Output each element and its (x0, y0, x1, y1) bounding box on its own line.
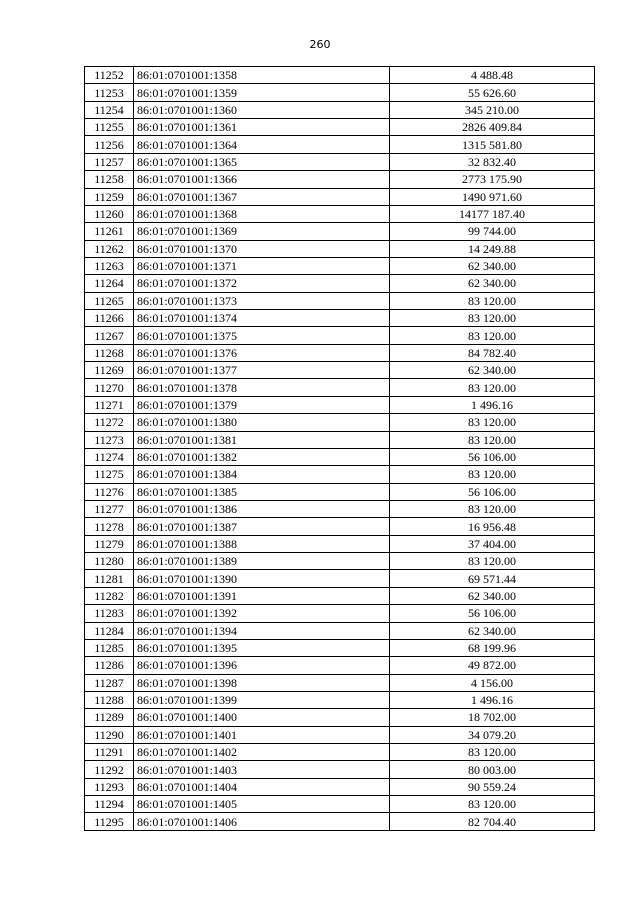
cadastral-number-cell: 86:01:0701001:1390 (134, 570, 390, 587)
table-row (85, 587, 595, 604)
row-number-cell: 11258 (85, 171, 134, 188)
table-row (85, 553, 595, 570)
row-number-cell: 11293 (85, 778, 134, 795)
table-row (85, 483, 595, 500)
table-row (85, 639, 595, 656)
table-row (85, 500, 595, 517)
cadastral-value-cell: 83 120.00 (390, 310, 595, 327)
cadastral-value-cell: 32 832.40 (390, 153, 595, 170)
table-row (85, 431, 595, 448)
cadastral-value-cell: 55 626.60 (390, 84, 595, 101)
row-number-cell: 11252 (85, 67, 134, 84)
table-row (85, 466, 595, 483)
row-number-cell: 11255 (85, 119, 134, 136)
cadastral-number-cell: 86:01:0701001:1400 (134, 709, 390, 726)
table-row (85, 518, 595, 535)
row-number-cell: 11261 (85, 223, 134, 240)
cadastral-value-cell: 62 340.00 (390, 257, 595, 274)
cadastral-value-cell: 4 488.48 (390, 67, 595, 84)
row-number-cell: 11265 (85, 292, 134, 309)
row-number-cell: 11254 (85, 101, 134, 118)
row-number-cell: 11283 (85, 605, 134, 622)
row-number-cell: 11266 (85, 310, 134, 327)
cadastral-number-cell: 86:01:0701001:1379 (134, 396, 390, 413)
cadastral-value-cell: 82 704.40 (390, 813, 595, 830)
cadastral-value-cell: 1 496.16 (390, 396, 595, 413)
cadastral-value-cell: 84 782.40 (390, 344, 595, 361)
table-row (85, 379, 595, 396)
row-number-cell: 11259 (85, 188, 134, 205)
row-number-cell: 11286 (85, 657, 134, 674)
cadastral-value-cell: 99 744.00 (390, 223, 595, 240)
cadastral-number-cell: 86:01:0701001:1401 (134, 726, 390, 743)
cadastral-number-cell: 86:01:0701001:1373 (134, 292, 390, 309)
row-number-cell: 11288 (85, 691, 134, 708)
table-row (85, 744, 595, 761)
row-number-cell: 11276 (85, 483, 134, 500)
table-row (85, 223, 595, 240)
cadastral-number-cell: 86:01:0701001:1392 (134, 605, 390, 622)
row-number-cell: 11287 (85, 674, 134, 691)
table-row (85, 153, 595, 170)
cadastral-value-cell: 83 120.00 (390, 796, 595, 813)
row-number-cell: 11263 (85, 257, 134, 274)
cadastral-value-cell: 83 120.00 (390, 414, 595, 431)
table-row (85, 292, 595, 309)
table-row (85, 709, 595, 726)
cadastral-value-cell: 2826 409.84 (390, 119, 595, 136)
row-number-cell: 11277 (85, 500, 134, 517)
row-number-cell: 11281 (85, 570, 134, 587)
table-row (85, 448, 595, 465)
cadastral-number-cell: 86:01:0701001:1359 (134, 84, 390, 101)
cadastral-value-cell: 68 199.96 (390, 639, 595, 656)
table-row (85, 171, 595, 188)
cadastral-number-cell: 86:01:0701001:1386 (134, 500, 390, 517)
row-number-cell: 11269 (85, 362, 134, 379)
cadastral-number-cell: 86:01:0701001:1367 (134, 188, 390, 205)
cadastral-number-cell: 86:01:0701001:1374 (134, 310, 390, 327)
table-row (85, 240, 595, 257)
row-number-cell: 11289 (85, 709, 134, 726)
cadastral-value-cell: 83 120.00 (390, 744, 595, 761)
table-row (85, 674, 595, 691)
cadastral-value-cell: 62 340.00 (390, 275, 595, 292)
row-number-cell: 11292 (85, 761, 134, 778)
cadastral-value-cell: 16 956.48 (390, 518, 595, 535)
cadastral-value-cell: 49 872.00 (390, 657, 595, 674)
cadastral-value-cell: 56 106.00 (390, 605, 595, 622)
table-row (85, 362, 595, 379)
cadastral-value-cell: 1 496.16 (390, 691, 595, 708)
cadastral-value-cell: 83 120.00 (390, 553, 595, 570)
cadastral-value-cell: 37 404.00 (390, 535, 595, 552)
cadastral-number-cell: 86:01:0701001:1378 (134, 379, 390, 396)
table-row (85, 188, 595, 205)
cadastral-number-cell: 86:01:0701001:1375 (134, 327, 390, 344)
cadastral-number-cell: 86:01:0701001:1368 (134, 205, 390, 222)
table-row (85, 84, 595, 101)
cadastral-value-cell: 34 079.20 (390, 726, 595, 743)
cadastral-number-cell: 86:01:0701001:1385 (134, 483, 390, 500)
table-row (85, 257, 595, 274)
cadastral-number-cell: 86:01:0701001:1403 (134, 761, 390, 778)
row-number-cell: 11256 (85, 136, 134, 153)
cadastral-number-cell: 86:01:0701001:1406 (134, 813, 390, 830)
cadastral-value-cell: 83 120.00 (390, 379, 595, 396)
cadastral-value-cell: 62 340.00 (390, 587, 595, 604)
row-number-cell: 11268 (85, 344, 134, 361)
table-row (85, 101, 595, 118)
row-number-cell: 11275 (85, 466, 134, 483)
table-row (85, 396, 595, 413)
cadastral-number-cell: 86:01:0701001:1365 (134, 153, 390, 170)
row-number-cell: 11270 (85, 379, 134, 396)
table-row (85, 657, 595, 674)
cadastral-value-cell: 1490 971.60 (390, 188, 595, 205)
cadastral-number-cell: 86:01:0701001:1388 (134, 535, 390, 552)
cadastral-number-cell: 86:01:0701001:1360 (134, 101, 390, 118)
row-number-cell: 11253 (85, 84, 134, 101)
row-number-cell: 11262 (85, 240, 134, 257)
cadastral-number-cell: 86:01:0701001:1370 (134, 240, 390, 257)
table-row (85, 761, 595, 778)
table-row (85, 344, 595, 361)
cadastral-value-table (84, 66, 595, 831)
cadastral-number-cell: 86:01:0701001:1384 (134, 466, 390, 483)
table-row (85, 605, 595, 622)
cadastral-number-cell: 86:01:0701001:1364 (134, 136, 390, 153)
page-number: 260 (309, 38, 331, 51)
cadastral-value-cell: 345 210.00 (390, 101, 595, 118)
cadastral-value-cell: 90 559.24 (390, 778, 595, 795)
cadastral-value-cell: 69 571.44 (390, 570, 595, 587)
table-row (85, 570, 595, 587)
row-number-cell: 11279 (85, 535, 134, 552)
cadastral-value-cell: 80 003.00 (390, 761, 595, 778)
row-number-cell: 11284 (85, 622, 134, 639)
row-number-cell: 11272 (85, 414, 134, 431)
cadastral-value-cell: 56 106.00 (390, 483, 595, 500)
row-number-cell: 11274 (85, 448, 134, 465)
table-row (85, 691, 595, 708)
cadastral-number-cell: 86:01:0701001:1389 (134, 553, 390, 570)
cadastral-number-cell: 86:01:0701001:1376 (134, 344, 390, 361)
table-row (85, 67, 595, 84)
cadastral-value-cell: 56 106.00 (390, 448, 595, 465)
row-number-cell: 11273 (85, 431, 134, 448)
cadastral-value-cell: 1315 581.80 (390, 136, 595, 153)
cadastral-number-cell: 86:01:0701001:1361 (134, 119, 390, 136)
row-number-cell: 11290 (85, 726, 134, 743)
table-row (85, 119, 595, 136)
table-row (85, 205, 595, 222)
table-row (85, 778, 595, 795)
cadastral-number-cell: 86:01:0701001:1387 (134, 518, 390, 535)
cadastral-number-cell: 86:01:0701001:1404 (134, 778, 390, 795)
row-number-cell: 11295 (85, 813, 134, 830)
table-row (85, 813, 595, 830)
row-number-cell: 11271 (85, 396, 134, 413)
table-row (85, 535, 595, 552)
cadastral-value-cell: 62 340.00 (390, 362, 595, 379)
row-number-cell: 11278 (85, 518, 134, 535)
cadastral-number-cell: 86:01:0701001:1405 (134, 796, 390, 813)
table-row (85, 796, 595, 813)
cadastral-value-cell: 18 702.00 (390, 709, 595, 726)
row-number-cell: 11257 (85, 153, 134, 170)
cadastral-value-cell: 83 120.00 (390, 466, 595, 483)
cadastral-number-cell: 86:01:0701001:1394 (134, 622, 390, 639)
table-row (85, 622, 595, 639)
table-row (85, 136, 595, 153)
cadastral-number-cell: 86:01:0701001:1358 (134, 67, 390, 84)
cadastral-value-cell: 4 156.00 (390, 674, 595, 691)
row-number-cell: 11291 (85, 744, 134, 761)
table-body (85, 67, 595, 831)
cadastral-number-cell: 86:01:0701001:1377 (134, 362, 390, 379)
cadastral-number-cell: 86:01:0701001:1395 (134, 639, 390, 656)
row-number-cell: 11294 (85, 796, 134, 813)
row-number-cell: 11267 (85, 327, 134, 344)
cadastral-number-cell: 86:01:0701001:1391 (134, 587, 390, 604)
cadastral-number-cell: 86:01:0701001:1382 (134, 448, 390, 465)
row-number-cell: 11285 (85, 639, 134, 656)
table-row (85, 726, 595, 743)
cadastral-number-cell: 86:01:0701001:1380 (134, 414, 390, 431)
table-row (85, 414, 595, 431)
cadastral-value-cell: 83 120.00 (390, 500, 595, 517)
cadastral-value-cell: 14177 187.40 (390, 205, 595, 222)
cadastral-number-cell: 86:01:0701001:1381 (134, 431, 390, 448)
cadastral-value-cell: 83 120.00 (390, 292, 595, 309)
row-number-cell: 11280 (85, 553, 134, 570)
table-row (85, 327, 595, 344)
table-row (85, 275, 595, 292)
cadastral-number-cell: 86:01:0701001:1369 (134, 223, 390, 240)
cadastral-number-cell: 86:01:0701001:1372 (134, 275, 390, 292)
cadastral-value-cell: 83 120.00 (390, 431, 595, 448)
cadastral-number-cell: 86:01:0701001:1396 (134, 657, 390, 674)
cadastral-number-cell: 86:01:0701001:1399 (134, 691, 390, 708)
cadastral-value-cell: 2773 175.90 (390, 171, 595, 188)
cadastral-value-cell: 83 120.00 (390, 327, 595, 344)
row-number-cell: 11260 (85, 205, 134, 222)
cadastral-value-cell: 62 340.00 (390, 622, 595, 639)
cadastral-number-cell: 86:01:0701001:1371 (134, 257, 390, 274)
table-row (85, 310, 595, 327)
cadastral-value-cell: 14 249.88 (390, 240, 595, 257)
cadastral-number-cell: 86:01:0701001:1402 (134, 744, 390, 761)
cadastral-number-cell: 86:01:0701001:1398 (134, 674, 390, 691)
row-number-cell: 11282 (85, 587, 134, 604)
cadastral-number-cell: 86:01:0701001:1366 (134, 171, 390, 188)
row-number-cell: 11264 (85, 275, 134, 292)
